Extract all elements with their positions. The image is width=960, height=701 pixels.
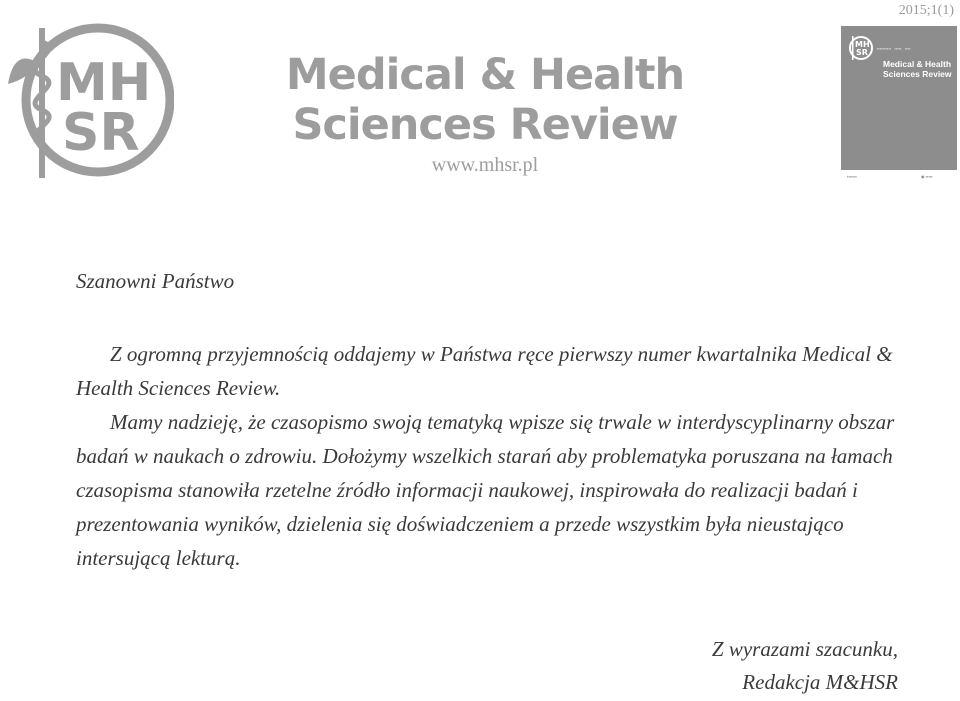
cover-title-line2: Sciences Review (883, 69, 952, 79)
letter-signature: Redakcja M&HSR (742, 670, 898, 694)
letter-closing: Z wyrazami szacunku, (711, 637, 898, 661)
journal-cover-thumbnail (841, 26, 957, 184)
journal-title-line1: Medical & Health (285, 50, 685, 100)
cover-title (883, 59, 952, 79)
cover-title-line1: Medical & Health (883, 59, 952, 69)
staff-icon (39, 28, 45, 178)
journal-url[interactable]: www.mhsr.pl (431, 154, 539, 176)
letter-paragraph: Mamy nadzieję, że czasopismo swoją tematyką wpisze się trwale w interdyscyplinarny obszar badań w naukach o zdrowiu. Dołożymy wszelkich starań aby problematyka poruszana na łamach czasopisma stanowiła rzetelne źródło informacji naukowej, inspirowała do realizacji badań i prezentowania wyników, dzielenia się doświadczeniem a przede wszystkim była nieustająco intersującą lekturą. (76, 410, 895, 570)
cover-logo-icon (846, 34, 874, 62)
issue-number: 2015;1(1) (898, 3, 954, 18)
cover-footer: ▪▪▪▪▪▪▪ ◉ ▪▪▪▪▪ (841, 170, 957, 184)
letter-signature-block (712, 633, 898, 699)
svg-text:MH: MH (855, 40, 870, 49)
cover-meta-strip: ▪▪▪▪▪▪▪▪▪▪ ▪▪▪▪▪ ▪▪▪▪ (877, 46, 911, 51)
logo-text-sr: SR (62, 103, 140, 163)
mhsr-logo (6, 22, 174, 182)
journal-masthead (250, 50, 720, 177)
editorial-letter (76, 265, 896, 575)
logo-text-mh: MH (56, 53, 152, 113)
journal-title-line2: Sciences Review (292, 100, 678, 150)
svg-text:SR: SR (856, 48, 868, 57)
letter-paragraph: Z ogromną przyjemnością oddajemy w Państwa ręce pierwszy numer kwartalnika Medical & Health Sciences Review. (76, 342, 893, 400)
letter-greeting: Szanowni Państwo (76, 269, 235, 293)
